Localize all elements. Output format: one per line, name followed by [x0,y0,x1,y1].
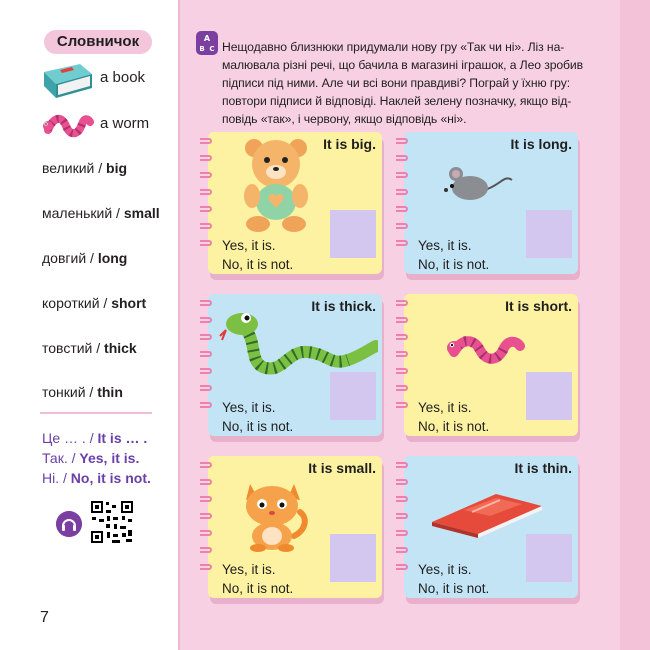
card-title: It is thin. [514,460,572,476]
headphones-icon[interactable] [56,511,82,537]
phrase-no: Ні. / No, it is not. [42,470,151,486]
vocab-word-thick: товстий / thick [42,340,137,356]
vocab-word-small: маленький / small [42,205,160,221]
snake-picture [218,306,378,382]
vocab-word-short: короткий / short [42,295,147,311]
answer-yes: Yes, it is. [222,238,276,253]
card-long [396,128,576,273]
page-number: 7 [40,609,49,626]
mouse-picture [442,164,516,208]
vocab-book-label: a book [100,69,146,86]
answer-yes: Yes, it is. [222,400,276,415]
answer-no: No, it is not. [222,581,294,596]
answer-no: No, it is not. [418,257,490,272]
teddy-bear-picture [236,134,316,234]
answer-yes: Yes, it is. [418,562,472,577]
sticker-placeholder[interactable] [330,210,376,258]
vocab-word-big: великий / big [42,160,128,176]
page-edge [620,0,650,650]
answer-no: No, it is not. [222,419,294,434]
book-picture [426,488,546,538]
sticker-placeholder[interactable] [526,534,572,582]
card-title: It is thick. [311,298,376,314]
vocabulary-divider [40,412,152,414]
card-thin [396,452,576,597]
answer-no: No, it is not. [222,257,294,272]
card-big [200,128,380,273]
phrase-yes: Так. / Yes, it is. [42,450,140,466]
card-title: It is small. [308,460,376,476]
card-title: It is long. [510,136,572,152]
sticker-placeholder[interactable] [526,210,572,258]
card-thick [200,290,380,435]
worm-icon [40,108,94,140]
sticker-placeholder[interactable] [330,372,376,420]
worm-picture [444,326,528,370]
sticker-placeholder[interactable] [330,534,376,582]
svg-text:A: A [203,34,211,43]
card-small [200,452,380,597]
answer-yes: Yes, it is. [418,400,472,415]
answer-yes: Yes, it is. [222,562,276,577]
book-icon [40,60,94,102]
qr-code-icon[interactable] [90,500,134,544]
vocabulary-title: Словничок [44,30,152,54]
vocab-word-thin: тонкий / thin [42,384,123,400]
card-title: It is short. [505,298,572,314]
svg-text:B: B [199,45,205,53]
vocab-word-long: довгий / long [42,250,128,266]
answer-no: No, it is not. [418,581,490,596]
svg-text:C: C [209,45,215,53]
exercise-instruction: Нещодавно близнюки придумали нову гру «Так чи ні». Ліз на- малювала різні речі, що бачила в магазині іграшок, а Лео зробив підписи під ними. Але чи всі вони правдиві? Пограй у їхню гру: повтори підписи й відповіді. Наклей зелену позначку, якщо від- повідь «так», і червону, якщо відповідь «ні». [222,40,584,126]
abc-icon [196,31,218,55]
sticker-placeholder[interactable] [526,372,572,420]
answer-no: No, it is not. [418,419,490,434]
vocab-worm-label: a worm [100,115,150,132]
answer-yes: Yes, it is. [418,238,472,253]
phrase-it-is: Це … . / It is … . [42,430,148,446]
cat-picture [236,478,310,552]
card-short [396,290,576,435]
card-title: It is big. [323,136,376,152]
